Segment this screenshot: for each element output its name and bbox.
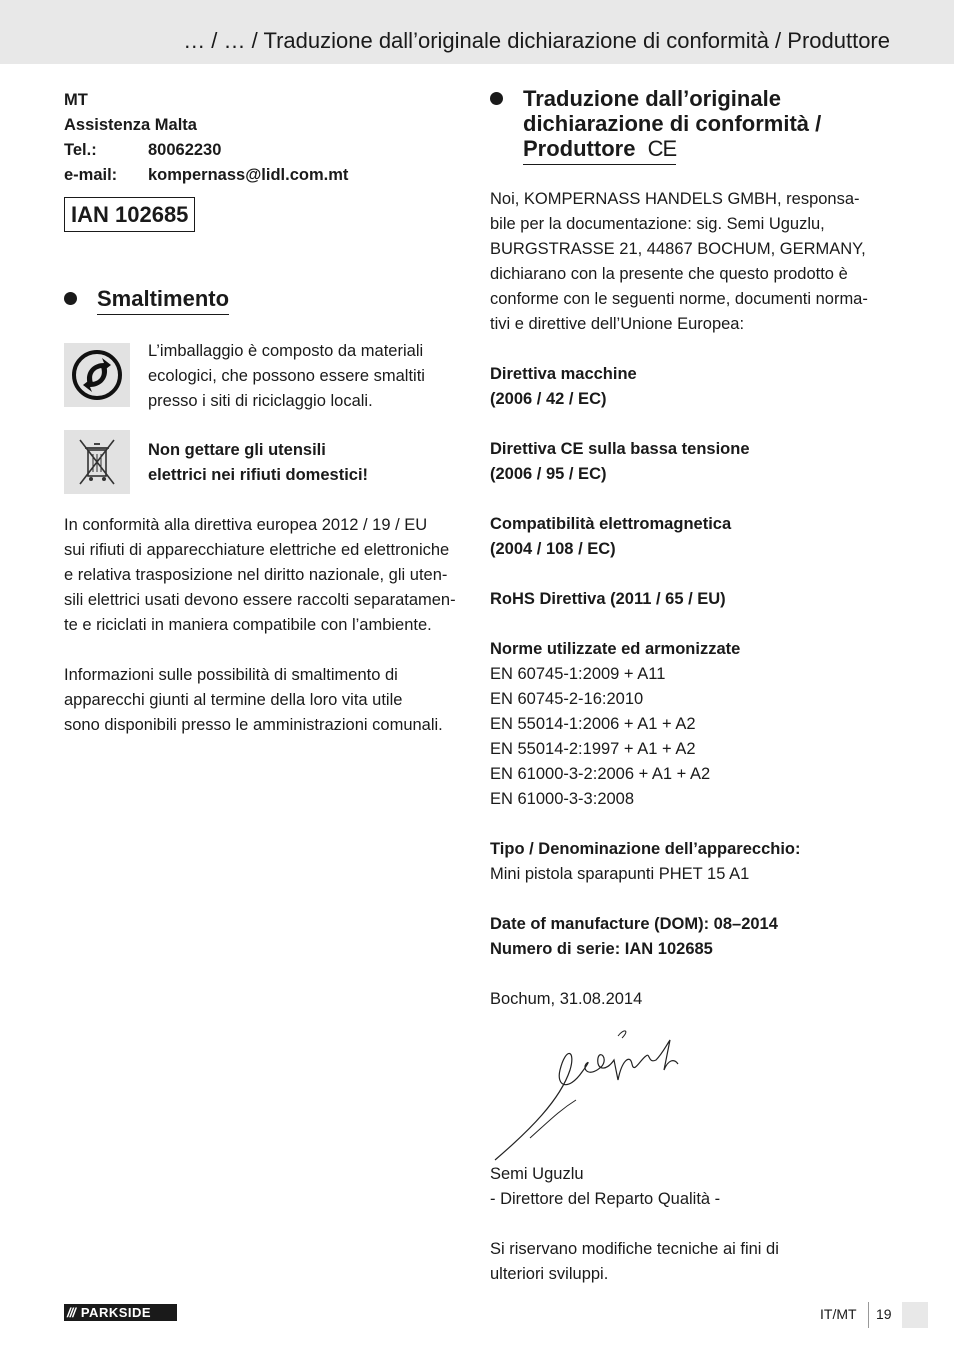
intro-line: dichiarano con la presente che questo prodotto è bbox=[490, 265, 848, 283]
disposal-info-paragraph bbox=[64, 663, 474, 738]
disposal-heading bbox=[64, 286, 229, 315]
email-value: kompernass@lidl.com.mt bbox=[148, 166, 349, 184]
directive-rohs: RoHS Direttiva (2011 / 65 / EU) bbox=[490, 590, 726, 608]
declaration-intro bbox=[490, 187, 890, 337]
directive-line: (2006 / 95 / EC) bbox=[490, 465, 607, 483]
heading-line: dichiarazione di conformità / bbox=[523, 111, 822, 136]
paragraph-line: te e riciclati in maniera compatibile con l’ambiente. bbox=[64, 616, 432, 634]
paragraph-line: apparecchi giunti al termine della loro vita utile bbox=[64, 691, 403, 709]
directive-machines bbox=[490, 362, 890, 412]
page-title: … / … / Traduzione dall’originale dichiarazione di conformità / Produttore bbox=[183, 28, 890, 53]
norm-item: EN 61000-3-3:2008 bbox=[490, 790, 635, 808]
ce-mark-icon: CE bbox=[647, 136, 677, 161]
warning-text bbox=[148, 438, 468, 488]
norms-heading: Norme utilizzate ed armonizzate bbox=[490, 640, 741, 658]
green-dot-recycling-icon bbox=[64, 343, 130, 407]
date-of-manufacture: Date of manufacture (DOM): 08–2014 bbox=[490, 915, 778, 933]
warning-line: Non gettare gli utensili bbox=[148, 441, 326, 459]
tel-label: Tel.: bbox=[64, 141, 97, 159]
place-date: Bochum, 31.08.2014 bbox=[490, 990, 643, 1008]
signer-name: Semi Uguzlu bbox=[490, 1165, 584, 1183]
tel-value: 80062230 bbox=[148, 141, 222, 159]
norm-item: EN 61000-3-2:2006 + A1 + A2 bbox=[490, 765, 711, 783]
paragraph-line: sono disponibili presso le amministrazioni comunali. bbox=[64, 716, 443, 734]
contact-service: Assistenza Malta bbox=[64, 116, 197, 134]
logo-stripes-icon: /// bbox=[67, 1305, 75, 1320]
paragraph-line: sui rifiuti di apparecchiature elettriche ed elettroniche bbox=[64, 541, 450, 559]
warning-line: elettrici nei rifiuti domestici! bbox=[148, 466, 369, 484]
packaging-line: presso i siti di riciclaggio locali. bbox=[148, 392, 373, 410]
norms-block bbox=[490, 637, 890, 812]
directive-emc bbox=[490, 512, 890, 562]
logo-brand: PARKSIDE bbox=[80, 1305, 152, 1320]
directive-line: (2004 / 108 / EC) bbox=[490, 540, 616, 558]
footer-tab bbox=[902, 1302, 928, 1328]
packaging-line: L’imballaggio è composto da materiali bbox=[148, 342, 424, 360]
declaration-heading bbox=[490, 86, 821, 165]
packaging-text bbox=[148, 339, 468, 414]
closing-line: Si riservano modifiche tecniche ai fini di bbox=[490, 1240, 779, 1258]
norm-item: EN 55014-2:1997 + A1 + A2 bbox=[490, 740, 696, 758]
closing-line: ulteriori sviluppi. bbox=[490, 1265, 609, 1283]
contact-country: MT bbox=[64, 91, 88, 109]
closing-note bbox=[490, 1237, 890, 1287]
signer-block bbox=[490, 1162, 890, 1212]
directive-line: Direttiva CE sulla bassa tensione bbox=[490, 440, 750, 458]
signature-image bbox=[490, 1020, 700, 1170]
footer-divider bbox=[868, 1302, 869, 1328]
paragraph-line: In conformità alla direttiva europea 2012 / 19 / EU bbox=[64, 516, 428, 534]
footer-language: IT/MT bbox=[820, 1306, 857, 1322]
crossed-out-bin-icon bbox=[64, 430, 130, 494]
contact-block bbox=[64, 88, 464, 188]
directive-line: Direttiva macchine bbox=[490, 365, 637, 383]
email-label: e-mail: bbox=[64, 166, 118, 184]
device-type-value: Mini pistola sparapunti PHET 15 A1 bbox=[490, 865, 750, 883]
manufacture-block bbox=[490, 912, 890, 962]
contact-tel-row bbox=[64, 138, 464, 163]
heading-line: Produttore bbox=[523, 136, 636, 161]
heading-line: Traduzione dall’originale bbox=[523, 86, 781, 111]
directive-line: Compatibilità elettromagnetica bbox=[490, 515, 732, 533]
paragraph-line: Informazioni sulle possibilità di smaltimento di bbox=[64, 666, 398, 684]
bullet-icon bbox=[490, 92, 503, 105]
device-type-block bbox=[490, 837, 890, 887]
signer-role: - Direttore del Reparto Qualità - bbox=[490, 1190, 721, 1208]
intro-line: conforme con le seguenti norme, documenti norma- bbox=[490, 290, 868, 308]
norm-item: EN 60745-1:2009 + A11 bbox=[490, 665, 666, 683]
paragraph-line: sili elettrici usati devono essere raccolti separatamen- bbox=[64, 591, 456, 609]
ian-box: IAN 102685 bbox=[64, 197, 195, 232]
declaration-heading-text bbox=[523, 86, 821, 165]
paragraph-line: e relativa trasposizione nel diritto nazionale, gli uten- bbox=[64, 566, 448, 584]
packaging-line: ecologici, che possono essere smaltiti bbox=[148, 367, 425, 385]
heading-line-last bbox=[523, 136, 676, 165]
intro-line: tivi e direttive dell’Unione Europea: bbox=[490, 315, 745, 333]
disposal-heading-text: Smaltimento bbox=[97, 286, 229, 315]
intro-line: BURGSTRASSE 21, 44867 BOCHUM, GERMANY, bbox=[490, 240, 866, 258]
directive-low-voltage bbox=[490, 437, 890, 487]
intro-line: bile per la documentazione: sig. Semi Uguzlu, bbox=[490, 215, 825, 233]
intro-line: Noi, KOMPERNASS HANDELS GMBH, responsa- bbox=[490, 190, 860, 208]
weee-paragraph bbox=[64, 513, 474, 638]
page-number: 19 bbox=[876, 1306, 892, 1322]
directive-line: (2006 / 42 / EC) bbox=[490, 390, 607, 408]
parkside-logo bbox=[64, 1304, 177, 1321]
norm-item: EN 55014-1:2006 + A1 + A2 bbox=[490, 715, 696, 733]
contact-email-row bbox=[64, 163, 464, 188]
device-type-label: Tipo / Denominazione dell’apparecchio: bbox=[490, 840, 801, 858]
serial-number: Numero di serie: IAN 102685 bbox=[490, 940, 713, 958]
norm-item: EN 60745-2-16:2010 bbox=[490, 690, 644, 708]
header-bar bbox=[0, 0, 954, 64]
bullet-icon bbox=[64, 292, 77, 305]
